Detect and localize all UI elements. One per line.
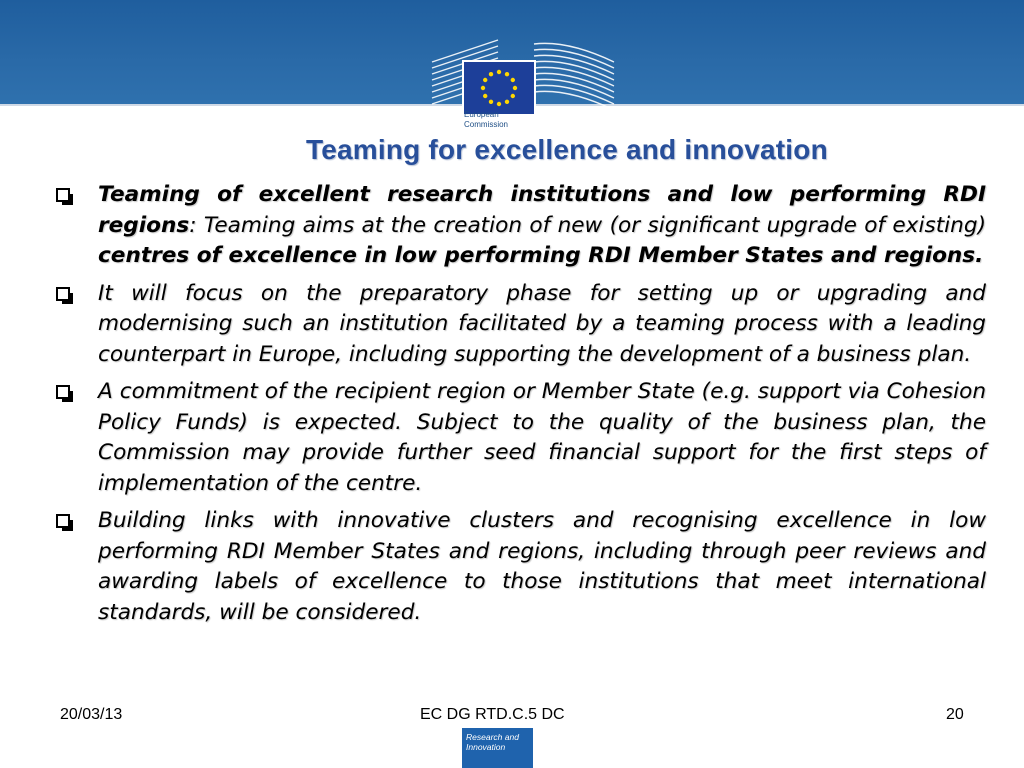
bullet-list [56, 180, 986, 635]
badge-line1: Research and [466, 732, 519, 742]
bullet-item [56, 180, 986, 272]
bullet-text-part: Teaming of excellent research institutions and low performing RDI regions [98, 182, 986, 238]
bullet-text-part: It will focus on the preparatory phase for setting up or upgrading and modernising such an institution facilitated by a teaming process with a leading counterpart in Europe, including supporting the development of a business plan. [98, 280, 986, 367]
slide-title: Teaming for excellence and innovation [306, 134, 828, 165]
research-innovation-badge [462, 728, 533, 768]
bullet-text-part: Building links with innovative clusters and recognising excellence in low performing RDI Member States and regions, including through peer reviews and awarding labels of excellence to those institutions that meet international standards, will be considered. [98, 508, 986, 625]
logo-line2: Commission [464, 120, 509, 129]
bullet-text-part: A commitment of the recipient region or Member State (e.g. support via Cohesion Policy Funds) is expected. Subject to the quality of the business plan, the Commission may provide further seed financial support for the first steps of implementation of the centre. [98, 379, 986, 496]
footer-center-text: EC DG RTD.C.5 DC [420, 706, 565, 723]
bullet-item [56, 506, 986, 628]
checkbox-bullet-icon [56, 287, 70, 301]
checkbox-bullet-icon [56, 514, 70, 528]
logo-line1: European [464, 110, 499, 119]
badge-line2: Innovation [466, 742, 506, 752]
page-number: 20 [946, 706, 964, 723]
checkbox-bullet-icon [56, 385, 70, 399]
bullet-text-part: centres of excellence in low performing RDI Member States and regions. [98, 243, 984, 268]
bullet-item [56, 377, 986, 499]
bullet-item [56, 279, 986, 371]
bullet-text-part: : Teaming aims at the creation of new (or significant upgrade of existing) [189, 212, 986, 238]
checkbox-bullet-icon [56, 188, 70, 202]
footer-date: 20/03/13 [60, 706, 123, 723]
